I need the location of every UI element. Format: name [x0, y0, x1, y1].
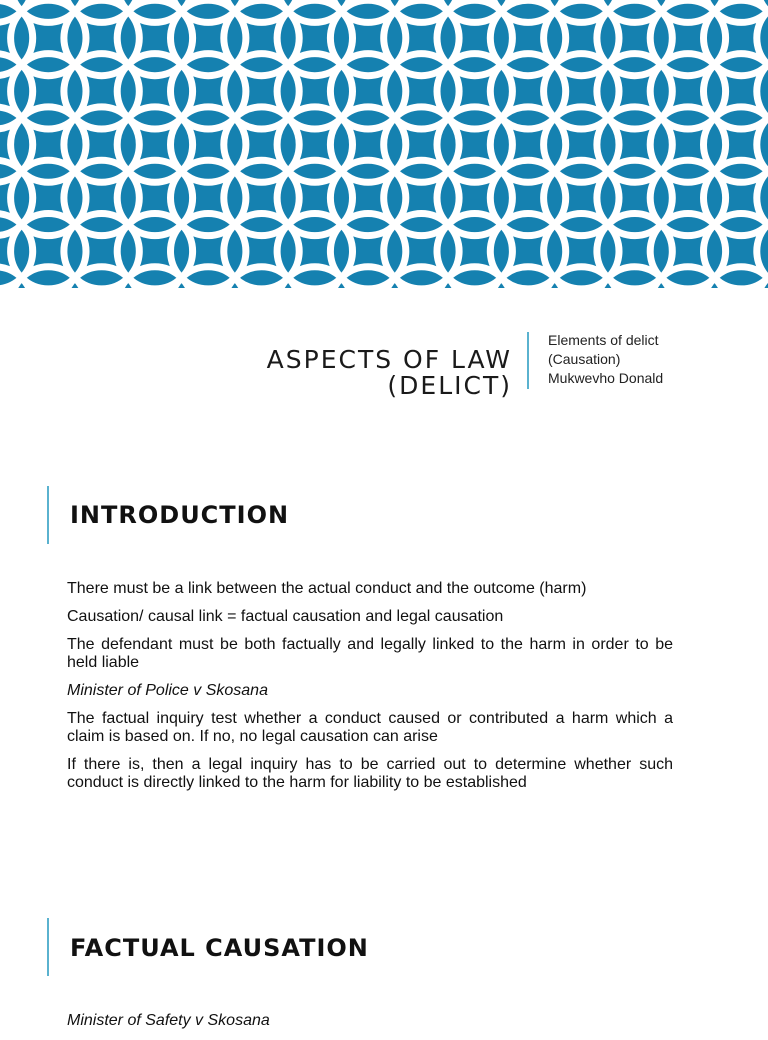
- heading-accent-bar: [47, 486, 49, 544]
- title-line-1: ASPECTS OF LAW: [267, 347, 512, 373]
- subtitle-line: (Causation): [548, 350, 663, 369]
- circle-pattern: [0, 0, 768, 288]
- subtitle: [548, 331, 663, 388]
- factual-causation-list: [67, 1012, 673, 1040]
- introduction-list: [67, 580, 673, 802]
- list-item: Causation/ causal link = factual causation and legal causation: [67, 608, 673, 626]
- list-item: The factual inquiry test whether a conduct caused or contributed a harm which a claim is based on. If no, no legal causation can arise: [67, 710, 673, 746]
- title-divider: [527, 332, 529, 389]
- list-item: There must be a link between the actual conduct and the outcome (harm): [67, 580, 673, 598]
- heading-accent-bar: [47, 918, 49, 976]
- case-citation: Minister of Safety v Skosana: [67, 1012, 673, 1030]
- slide-heading-introduction: INTRODUCTION: [70, 501, 289, 529]
- banner-pattern: [0, 0, 768, 288]
- presentation-title: [267, 347, 512, 399]
- case-citation: Minister of Police v Skosana: [67, 682, 673, 700]
- slide-heading-factual-causation: FACTUAL CAUSATION: [70, 934, 369, 962]
- list-item: The defendant must be both factually and legally linked to the harm in order to be held liable: [67, 636, 673, 672]
- list-item: If there is, then a legal inquiry has to be carried out to determine whether such conduct is directly linked to the harm for liability to be established: [67, 756, 673, 792]
- subtitle-line: Mukwevho Donald: [548, 369, 663, 388]
- subtitle-line: Elements of delict: [548, 331, 663, 350]
- title-line-2: (DELICT): [267, 373, 512, 399]
